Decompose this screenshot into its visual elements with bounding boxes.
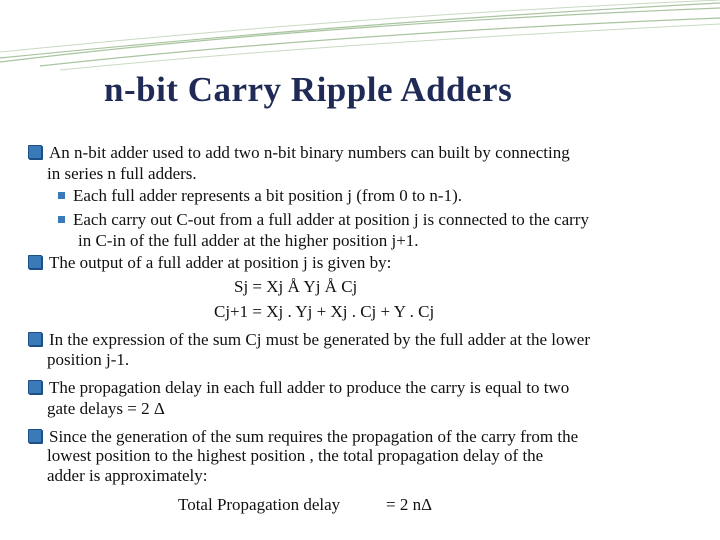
sub-bullet-1-text: Each full adder represents a bit position j (from 0 to n-1). [73, 186, 462, 205]
bullet-3-line-1: In the expression of the sum Cj must be generated by the full adder at the lower [49, 330, 591, 349]
total-delay-label: Total Propagation delay [178, 495, 341, 514]
bullet-2-text: The output of a full adder at position j is given by: [49, 253, 392, 272]
checkbox-bullet-icon [28, 145, 42, 159]
bullet-5-line-1: Since the generation of the sum requires the propagation of the carry from the [49, 427, 579, 446]
bullet-5 [28, 427, 578, 447]
sub-bullet-2-line-1: Each carry out C-out from a full adder at position j is connected to the carry [73, 210, 589, 229]
sub-bullet-1 [58, 186, 462, 206]
bullet-5-line-3: adder is approximately: [47, 466, 208, 485]
bullet-1-line-2: in series n full adders. [47, 164, 197, 183]
bullet-2 [28, 253, 391, 273]
bullet-4-line-2: gate delays = 2 Δ [47, 399, 165, 418]
bullet-1 [28, 143, 570, 163]
sub-bullet-2-line-2: in C-in of the full adder at the higher position j+1. [78, 231, 419, 250]
sub-bullet-2 [58, 210, 589, 230]
checkbox-bullet-icon [28, 332, 42, 346]
slide-title: n-bit Carry Ripple Adders [104, 70, 513, 109]
bullet-4-line-1: The propagation delay in each full adder to produce the carry is equal to two [49, 378, 570, 397]
equation-carry: Cj+1 = Xj . Yj + Xj . Cj + Y . Cj [214, 302, 435, 321]
equation-sum: Sj = Xj Å Yj Å Cj [234, 277, 358, 296]
square-bullet-icon [58, 192, 65, 199]
bullet-5-line-2: lowest position to the highest position , the total propagation delay of the [47, 446, 544, 465]
square-bullet-icon [58, 216, 65, 223]
decorative-swoosh-lines [0, 0, 720, 80]
checkbox-bullet-icon [28, 380, 42, 394]
checkbox-bullet-icon [28, 255, 42, 269]
bullet-3-line-2: position j-1. [47, 350, 130, 369]
bullet-1-line-1: An n-bit adder used to add two n-bit binary numbers can built by connecting [49, 143, 570, 162]
total-delay-value: = 2 nΔ [386, 495, 433, 514]
checkbox-bullet-icon [28, 429, 42, 443]
bullet-3 [28, 330, 590, 350]
bullet-4 [28, 378, 569, 398]
